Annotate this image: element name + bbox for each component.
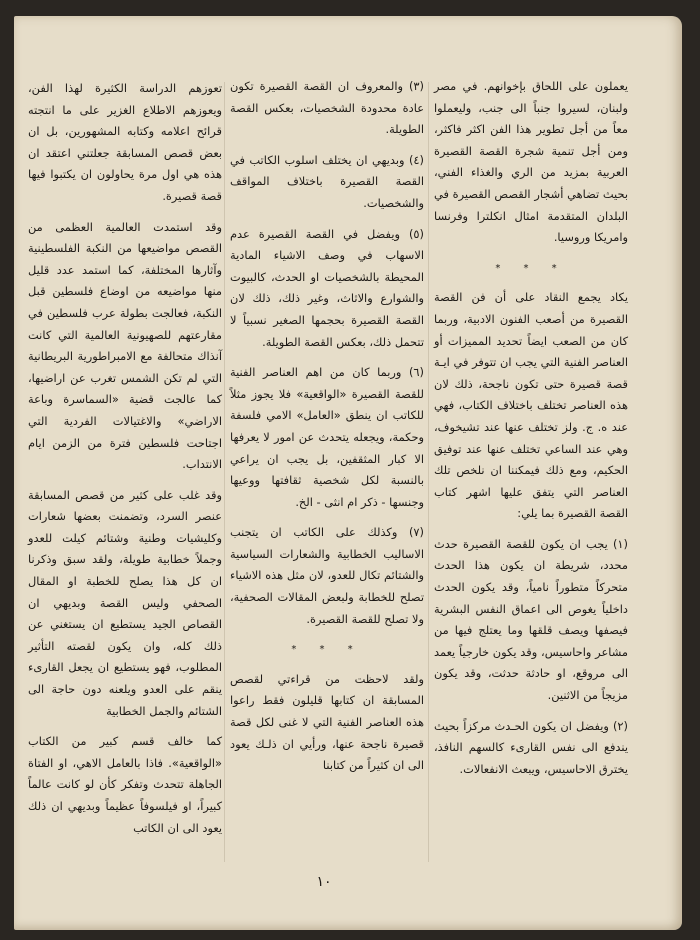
paragraph: وقد استمدت العالمية العظمى من القصص مواضيعها من النكبة الفلسطينية وآثارها المختلفة، كما استمد عدد قليل منها مواضيعه من اوضاع فلسطين قبل النكبة، فعالجت بطولة عرب فلسطين في مقارعتهم للصهيونية العالمية التي كانت آنذاك متحالفة مع الامبراطورية البريطانية التي لم تكن الشمس تغرب عن اراضيها، كما عالجت قضية «السماسرة وباعة الاراضي» والاغتيالات الفردية التي اجتاحت فلسطين فترة من الزمن ايام الانتداب.	[28, 219, 222, 472]
column-left	[28, 78, 222, 848]
paragraph: (٣) والمعروف ان القصة القصيرة تكون عادة محدودة الشخصيات، بعكس القصة الطويلة.	[230, 79, 424, 137]
paragraph: (٦) وربما كان من اهم العناصر الفنية للقصة القصيرة «الواقعية» فلا يجوز مثلاً للكاتب ان ينطق «العامل» الامي فلسفة وحكمة، ويجعله يتحدث عن امور لا يعرفها الا كبار المثقفين، بل يجب ان يراعي بالنسبة لكل شخصية ثقافتها ووعيها وجنسها - ذكر ام انثى - الخ.	[230, 365, 424, 509]
section-separator: * * *	[495, 262, 567, 274]
paragraph: يعملون على اللحاق بإخوانهم. في مصر ولبنان، لسيروا جنباً الى جنب، وليعملوا معاً من أجل تطوير هذا الفن اكثر فاكثر، ومن أجل تنمية شجرة القصة القصيرة العربية بمزيد من الري والغذاء الفني، بحيث تضاهي أشجار القصص القصيرة في البلدان المتقدمة امثال انكلترا وفرنسا وامريكا وروسيا.	[434, 79, 628, 245]
column-divider	[428, 82, 429, 862]
column-middle	[230, 76, 424, 786]
column-right	[434, 76, 628, 789]
paragraph: (٧) وكذلك على الكاتب ان يتجنب الاساليب الخطابية والشعارات السياسية والشتائم تكال للعدو، لان مثل هذه الاشياء تصلح للخطابة ولبعض المقالات الصحفية، ولا تصلح للقصة القصيرة.	[230, 525, 424, 626]
paragraph: (٤) وبديهي ان يختلف اسلوب الكاتب في القصة القصيرة باختلاف المواقف والشخصيات.	[230, 152, 424, 210]
page-number: ١٠	[316, 874, 332, 890]
paragraph: (٢) ويفضل ان يكون الحـدث مركزاً بحيث يندفع الى نفس القارىء كالسهم النافذ، يخترق الاحاسيس، ويبعث الانفعالات.	[434, 718, 628, 776]
paragraph: تعوزهم الدراسة الكثيرة لهذا الفن، ويعوزهم الاطلاع الغزير على ما انتجته قرائح اعلامه وكتابه المشهورين، بل ان بعض قصص المسابقة جعلتني اعتقد ان هذه هي اول مرة يحاولون ان يكتبوا فيها قصة قصيرة.	[28, 81, 222, 203]
column-divider	[224, 82, 225, 862]
paragraph: كما خالف قسم كبير من الكتاب «الواقعية». فاذا بالعامل الاهي، او الفتاة الجاهلة تتحدث وتفكر كأن لو كانت عالماً كبيراً، او فيلسوفاً عظيماً وبديهي ان ذلك يعود الى ان الكاتب	[28, 734, 222, 835]
paragraph: (١) يجب ان يكون للقصة القصيرة حدث محدد، شريطة ان يكون هذا الحدث متحركاً متطوراً نامياً، وقد يكون الحدث داخلياً يغوص الى اعماق النفس البشرية فيصفها ويصف قلقها وما يعتلج فيها من مشاعر واحاسيس، وقد يكون خارجياً يعمد الى مروقع، او حادثة حدثت، وقد يكون مزيجاً من الاثنين.	[434, 536, 628, 703]
paragraph: (٥) ويفضل في القصة القصيرة عدم الاسهاب في وصف الاشياء المادية المحيطة بالشخصيات او الحدث، كالبيوت والشوارع والاثاث، وغير ذلك، ذلك لان القصة القصيرة بحجمها الصغير نسبياً لا تتحمل ذلك، بعكس القصة الطويلة.	[230, 226, 424, 349]
section-separator: * * *	[291, 644, 363, 656]
paragraph: وقد غلب على كثير من قصص المسابقة عنصر السرد، وتضمنت بعضها شعارات وكليشيات وطنية وشتائم كيلت للعدو وجملاً خطابية طويلة، ولقد سبق وذكرنا ان كل هذا يصلح للخطبة او المقال الصحفي وليس القصة وبديهي ان القصاص الجيد يستطيع ان يستغني عن ذلك كله، وان يكون لقصته التأثير المطلوب، فهو يستطيع ان يجعل القارىء ينقم على العدو ويلعنه دون حاجة الى الشتائم والجمل الخطابية	[28, 487, 222, 718]
paragraph: ولقد لاحظت من قراءتي لقصص المسابقة ان كتابها قليلون فقط راعوا هذه العناصر الفنية التي لا غنى لكل قصة قصيرة ناجحة عنها، ورأيي ان ذلـك يعود الى ان كثيراً من كتابنا	[230, 671, 424, 773]
document-page	[14, 16, 682, 930]
paragraph: يكاد يجمع النقاد على أن فن القصة القصيرة من أصعب الفنون الادبية، وربما كان من الصعب ايضاً تحديد المميزات أو العناصر الفنية التي يجب ان تتوفر في ايـة قصة قصيرة حتى تكون ناجحة، ذلك لان هذه العناصر تختلف باختلاف الكتاب، فهي عند ه. ج. ولز تختلف عنها عند تشيخوف، وهي عند الساعي تختلف عنها عند توفيق الحكيم، ومع ذلك فيمكننا ان نلخص تلك العناصر التي يتفق عليها اشهر كتاب القصة القصيرة بما يلي:	[434, 290, 628, 521]
